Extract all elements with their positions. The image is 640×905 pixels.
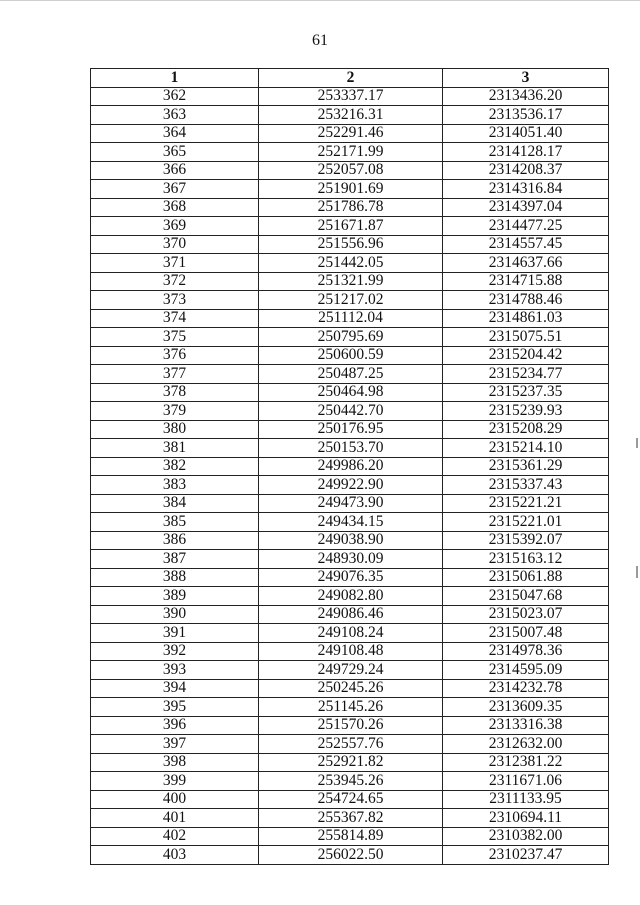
point-number-cell: 399 xyxy=(91,772,259,791)
table-row xyxy=(91,124,609,143)
x-coordinate-cell: 251112.04 xyxy=(259,309,443,328)
x-coordinate-cell: 249473.90 xyxy=(259,494,443,513)
x-coordinate-cell: 249076.35 xyxy=(259,568,443,587)
y-coordinate-cell: 2314978.36 xyxy=(443,642,609,661)
x-coordinate-cell: 252557.76 xyxy=(259,735,443,754)
y-coordinate-cell: 2315007.48 xyxy=(443,624,609,643)
x-coordinate-cell: 250442.70 xyxy=(259,402,443,421)
y-coordinate-cell: 2315237.35 xyxy=(443,383,609,402)
point-number-cell: 403 xyxy=(91,846,259,865)
table-row xyxy=(91,550,609,569)
table-row xyxy=(91,790,609,809)
x-coordinate-cell: 250600.59 xyxy=(259,346,443,365)
y-coordinate-cell: 2310237.47 xyxy=(443,846,609,865)
y-coordinate-cell: 2315208.29 xyxy=(443,420,609,439)
y-coordinate-cell: 2315061.88 xyxy=(443,568,609,587)
x-coordinate-cell: 255814.89 xyxy=(259,827,443,846)
point-number-cell: 394 xyxy=(91,679,259,698)
y-coordinate-cell: 2310382.00 xyxy=(443,827,609,846)
point-number-cell: 380 xyxy=(91,420,259,439)
x-coordinate-cell: 251145.26 xyxy=(259,698,443,717)
table-row xyxy=(91,106,609,125)
y-coordinate-cell: 2314557.45 xyxy=(443,235,609,254)
y-coordinate-cell: 2315163.12 xyxy=(443,550,609,569)
point-number-cell: 372 xyxy=(91,272,259,291)
point-number-cell: 392 xyxy=(91,642,259,661)
x-coordinate-cell: 249986.20 xyxy=(259,457,443,476)
y-coordinate-cell: 2314232.78 xyxy=(443,679,609,698)
table-row xyxy=(91,624,609,643)
y-coordinate-cell: 2314715.88 xyxy=(443,272,609,291)
column-header-1: 1 xyxy=(91,69,259,88)
table-row xyxy=(91,198,609,217)
y-coordinate-cell: 2314316.84 xyxy=(443,180,609,199)
page-number: 61 xyxy=(312,32,328,49)
table-row xyxy=(91,254,609,273)
x-coordinate-cell: 251786.78 xyxy=(259,198,443,217)
x-coordinate-cell: 254724.65 xyxy=(259,790,443,809)
x-coordinate-cell: 252921.82 xyxy=(259,753,443,772)
x-coordinate-cell: 250153.70 xyxy=(259,439,443,458)
scan-edge-mark xyxy=(636,566,638,578)
y-coordinate-cell: 2314861.03 xyxy=(443,309,609,328)
table-row xyxy=(91,87,609,106)
table-row xyxy=(91,217,609,236)
table-header-row xyxy=(91,69,609,88)
point-number-cell: 385 xyxy=(91,513,259,532)
table-row xyxy=(91,568,609,587)
x-coordinate-cell: 253945.26 xyxy=(259,772,443,791)
x-coordinate-cell: 252057.08 xyxy=(259,161,443,180)
x-coordinate-cell: 251442.05 xyxy=(259,254,443,273)
point-number-cell: 396 xyxy=(91,716,259,735)
table-row xyxy=(91,328,609,347)
x-coordinate-cell: 251671.87 xyxy=(259,217,443,236)
coordinate-table-container xyxy=(90,68,608,865)
point-number-cell: 395 xyxy=(91,698,259,717)
column-header-2: 2 xyxy=(259,69,443,88)
point-number-cell: 398 xyxy=(91,753,259,772)
y-coordinate-cell: 2315221.21 xyxy=(443,494,609,513)
x-coordinate-cell: 250245.26 xyxy=(259,679,443,698)
y-coordinate-cell: 2313536.17 xyxy=(443,106,609,125)
x-coordinate-cell: 249922.90 xyxy=(259,476,443,495)
table-row xyxy=(91,753,609,772)
table-row xyxy=(91,439,609,458)
x-coordinate-cell: 250487.25 xyxy=(259,365,443,384)
x-coordinate-cell: 249729.24 xyxy=(259,661,443,680)
table-row xyxy=(91,513,609,532)
x-coordinate-cell: 249086.46 xyxy=(259,605,443,624)
table-row xyxy=(91,346,609,365)
y-coordinate-cell: 2314637.66 xyxy=(443,254,609,273)
x-coordinate-cell: 252171.99 xyxy=(259,143,443,162)
point-number-cell: 363 xyxy=(91,106,259,125)
x-coordinate-cell: 249038.90 xyxy=(259,531,443,550)
y-coordinate-cell: 2315075.51 xyxy=(443,328,609,347)
x-coordinate-cell: 250176.95 xyxy=(259,420,443,439)
point-number-cell: 387 xyxy=(91,550,259,569)
point-number-cell: 369 xyxy=(91,217,259,236)
point-number-cell: 375 xyxy=(91,328,259,347)
point-number-cell: 384 xyxy=(91,494,259,513)
x-coordinate-cell: 250464.98 xyxy=(259,383,443,402)
x-coordinate-cell: 251901.69 xyxy=(259,180,443,199)
table-row xyxy=(91,846,609,865)
point-number-cell: 386 xyxy=(91,531,259,550)
table-row xyxy=(91,735,609,754)
table-row xyxy=(91,679,609,698)
table-row xyxy=(91,642,609,661)
point-number-cell: 393 xyxy=(91,661,259,680)
point-number-cell: 382 xyxy=(91,457,259,476)
y-coordinate-cell: 2315392.07 xyxy=(443,531,609,550)
x-coordinate-cell: 255367.82 xyxy=(259,809,443,828)
y-coordinate-cell: 2314397.04 xyxy=(443,198,609,217)
x-coordinate-cell: 252291.46 xyxy=(259,124,443,143)
y-coordinate-cell: 2315047.68 xyxy=(443,587,609,606)
point-number-cell: 370 xyxy=(91,235,259,254)
y-coordinate-cell: 2313609.35 xyxy=(443,698,609,717)
table-row xyxy=(91,457,609,476)
table-row xyxy=(91,605,609,624)
scan-edge-mark xyxy=(636,438,638,448)
point-number-cell: 362 xyxy=(91,87,259,106)
y-coordinate-cell: 2315361.29 xyxy=(443,457,609,476)
table-row xyxy=(91,383,609,402)
y-coordinate-cell: 2314128.17 xyxy=(443,143,609,162)
table-row xyxy=(91,809,609,828)
y-coordinate-cell: 2315234.77 xyxy=(443,365,609,384)
x-coordinate-cell: 249108.48 xyxy=(259,642,443,661)
x-coordinate-cell: 249434.15 xyxy=(259,513,443,532)
table-row xyxy=(91,476,609,495)
y-coordinate-cell: 2313436.20 xyxy=(443,87,609,106)
table-row xyxy=(91,531,609,550)
point-number-cell: 373 xyxy=(91,291,259,310)
table-body xyxy=(91,87,609,864)
table-row xyxy=(91,402,609,421)
point-number-cell: 366 xyxy=(91,161,259,180)
table-row xyxy=(91,420,609,439)
y-coordinate-cell: 2314788.46 xyxy=(443,291,609,310)
page-top-edge xyxy=(0,0,640,1)
table-row xyxy=(91,291,609,310)
y-coordinate-cell: 2312632.00 xyxy=(443,735,609,754)
x-coordinate-cell: 249108.24 xyxy=(259,624,443,643)
point-number-cell: 367 xyxy=(91,180,259,199)
x-coordinate-cell: 251321.99 xyxy=(259,272,443,291)
coordinate-table xyxy=(90,68,609,865)
table-row xyxy=(91,827,609,846)
point-number-cell: 365 xyxy=(91,143,259,162)
table-row xyxy=(91,235,609,254)
x-coordinate-cell: 253216.31 xyxy=(259,106,443,125)
x-coordinate-cell: 251570.26 xyxy=(259,716,443,735)
point-number-cell: 379 xyxy=(91,402,259,421)
table-row xyxy=(91,161,609,180)
y-coordinate-cell: 2314477.25 xyxy=(443,217,609,236)
point-number-cell: 364 xyxy=(91,124,259,143)
x-coordinate-cell: 251217.02 xyxy=(259,291,443,310)
point-number-cell: 381 xyxy=(91,439,259,458)
table-row xyxy=(91,143,609,162)
point-number-cell: 388 xyxy=(91,568,259,587)
table-row xyxy=(91,365,609,384)
table-row xyxy=(91,698,609,717)
table-row xyxy=(91,716,609,735)
x-coordinate-cell: 251556.96 xyxy=(259,235,443,254)
y-coordinate-cell: 2315337.43 xyxy=(443,476,609,495)
y-coordinate-cell: 2315221.01 xyxy=(443,513,609,532)
point-number-cell: 389 xyxy=(91,587,259,606)
y-coordinate-cell: 2315204.42 xyxy=(443,346,609,365)
y-coordinate-cell: 2314051.40 xyxy=(443,124,609,143)
point-number-cell: 374 xyxy=(91,309,259,328)
y-coordinate-cell: 2314595.09 xyxy=(443,661,609,680)
x-coordinate-cell: 249082.80 xyxy=(259,587,443,606)
point-number-cell: 368 xyxy=(91,198,259,217)
y-coordinate-cell: 2314208.37 xyxy=(443,161,609,180)
point-number-cell: 377 xyxy=(91,365,259,384)
point-number-cell: 376 xyxy=(91,346,259,365)
point-number-cell: 402 xyxy=(91,827,259,846)
point-number-cell: 400 xyxy=(91,790,259,809)
table-row xyxy=(91,272,609,291)
x-coordinate-cell: 253337.17 xyxy=(259,87,443,106)
y-coordinate-cell: 2311133.95 xyxy=(443,790,609,809)
y-coordinate-cell: 2312381.22 xyxy=(443,753,609,772)
y-coordinate-cell: 2313316.38 xyxy=(443,716,609,735)
y-coordinate-cell: 2310694.11 xyxy=(443,809,609,828)
x-coordinate-cell: 248930.09 xyxy=(259,550,443,569)
table-row xyxy=(91,772,609,791)
x-coordinate-cell: 250795.69 xyxy=(259,328,443,347)
table-row xyxy=(91,661,609,680)
point-number-cell: 391 xyxy=(91,624,259,643)
y-coordinate-cell: 2315239.93 xyxy=(443,402,609,421)
y-coordinate-cell: 2315023.07 xyxy=(443,605,609,624)
point-number-cell: 371 xyxy=(91,254,259,273)
point-number-cell: 397 xyxy=(91,735,259,754)
column-header-3: 3 xyxy=(443,69,609,88)
table-row xyxy=(91,587,609,606)
point-number-cell: 383 xyxy=(91,476,259,495)
y-coordinate-cell: 2311671.06 xyxy=(443,772,609,791)
point-number-cell: 378 xyxy=(91,383,259,402)
table-row xyxy=(91,180,609,199)
point-number-cell: 390 xyxy=(91,605,259,624)
x-coordinate-cell: 256022.50 xyxy=(259,846,443,865)
point-number-cell: 401 xyxy=(91,809,259,828)
table-row xyxy=(91,494,609,513)
y-coordinate-cell: 2315214.10 xyxy=(443,439,609,458)
table-row xyxy=(91,309,609,328)
